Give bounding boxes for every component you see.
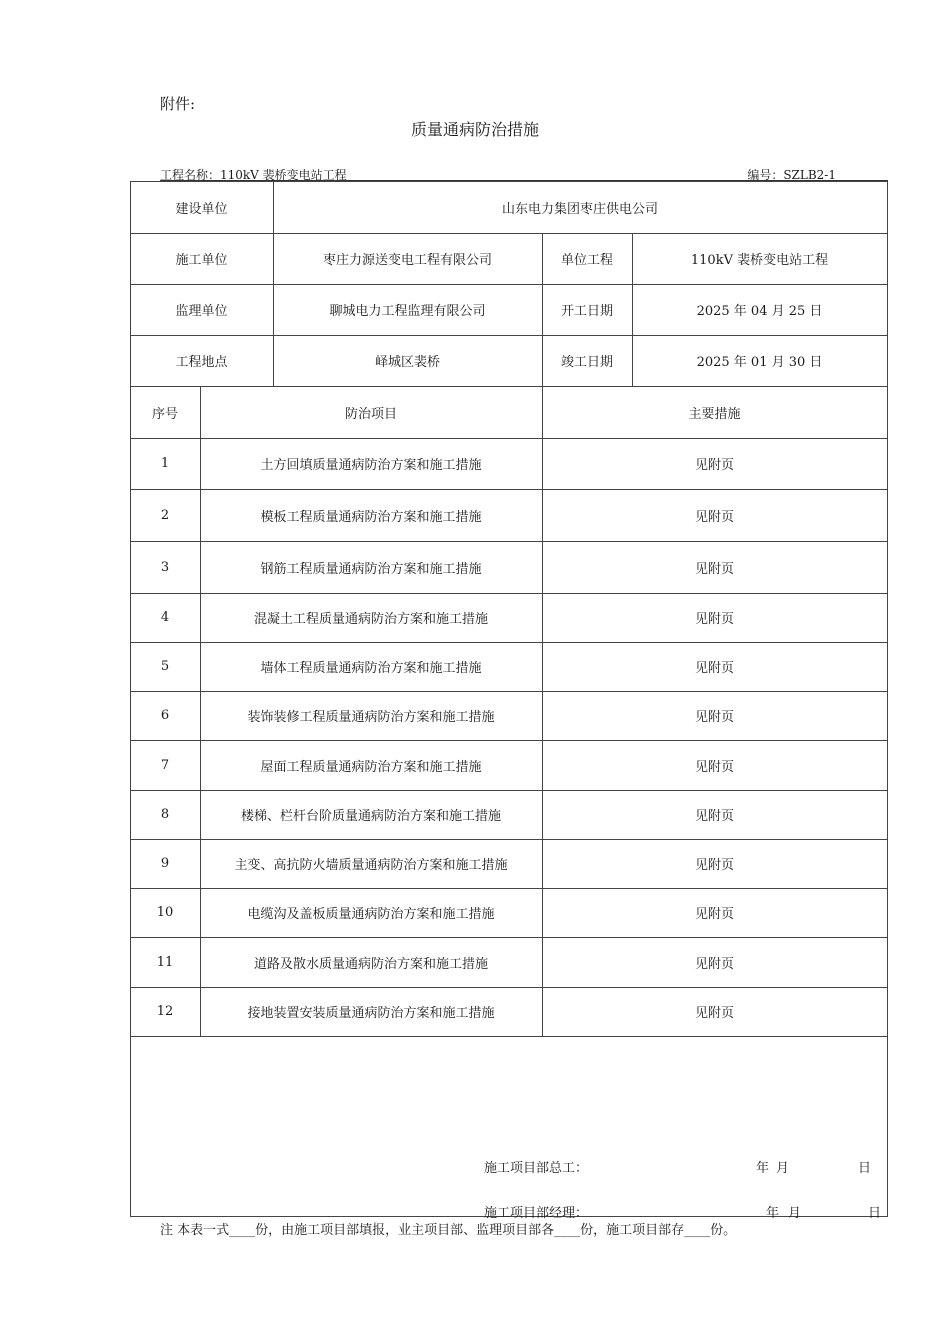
row-item: 混凝土工程质量通病防治方案和施工措施 — [253, 612, 488, 627]
row-item: 电缆沟及盖板质量通病防治方案和施工措施 — [247, 907, 495, 922]
start-date-label: 开工日期 — [560, 304, 613, 319]
row-item: 主变、高抗防火墙质量通病防治方案和施工措施 — [234, 858, 508, 873]
row-measure: 见附页 — [694, 661, 734, 676]
table-rule — [130, 1036, 888, 1037]
finish-date-value: 2025 年 01 月 30 日 — [696, 355, 823, 370]
manager-label: 施工项目部经理： — [484, 1206, 589, 1221]
row-number: 4 — [160, 610, 170, 625]
row-measure: 见附页 — [694, 956, 734, 972]
finish-date-label: 竣工日期 — [560, 355, 613, 370]
signature-year: 年 — [766, 1206, 780, 1221]
construction-unit-label: 建设单位 — [175, 201, 228, 217]
chief-engineer-label: 施工项目部总工： — [484, 1161, 589, 1176]
supervisor-value: 聊城电力工程监理有限公司 — [329, 304, 486, 319]
row-number: 3 — [160, 559, 170, 575]
supervisor-label: 监理单位 — [175, 304, 228, 319]
unit-project-value: 110kV 裴桥变电站工程 — [690, 253, 829, 268]
page-title: 质量通病防治措施 — [410, 120, 539, 139]
column-header-item: 防治项目 — [344, 406, 397, 422]
row-measure: 见附页 — [694, 858, 734, 873]
row-number: 2 — [160, 507, 170, 523]
builder-label: 施工单位 — [175, 253, 228, 268]
row-item: 钢筋工程质量通病防治方案和施工措施 — [260, 561, 482, 577]
row-item: 装饰装修工程质量通病防治方案和施工措施 — [247, 710, 495, 725]
column-header-measure: 主要措施 — [688, 406, 741, 422]
row-item: 墙体工程质量通病防治方案和施工措施 — [260, 661, 482, 676]
row-item: 接地装置安装质量通病防治方案和施工措施 — [247, 1006, 495, 1021]
document-code: 编号：SZLB2-1 — [747, 168, 836, 182]
signature-month: 月 — [788, 1206, 802, 1221]
row-number: 1 — [160, 456, 170, 471]
row-item: 模板工程质量通病防治方案和施工措施 — [260, 509, 482, 525]
row-number: 6 — [160, 708, 170, 723]
row-measure: 见附页 — [694, 612, 734, 627]
row-measure: 见附页 — [694, 458, 734, 473]
row-number: 8 — [160, 807, 170, 822]
row-measure: 见附页 — [694, 561, 734, 577]
construction-unit-value: 山东电力集团枣庄供电公司 — [501, 201, 658, 217]
builder-value: 枣庄力源送变电工程有限公司 — [322, 253, 492, 268]
row-measure: 见附页 — [694, 710, 734, 725]
row-measure: 见附页 — [694, 809, 734, 824]
row-number: 12 — [156, 1004, 174, 1019]
location-value: 峄城区裴桥 — [374, 355, 440, 370]
row-number: 9 — [160, 856, 170, 871]
unit-project-label: 单位工程 — [560, 253, 613, 268]
row-number: 7 — [160, 757, 170, 773]
row-number: 10 — [156, 905, 174, 920]
row-item: 楼梯、栏杆台阶质量通病防治方案和施工措施 — [240, 809, 501, 824]
row-measure: 见附页 — [694, 907, 734, 922]
column-header-no: 序号 — [151, 406, 178, 422]
project-name: 工程名称：110kV 裴桥变电站工程 — [160, 168, 347, 182]
footnote: 注 本表一式____份，由施工项目部填报，业主项目部、监理项目部各____份，施工项目部存____份。 — [160, 1223, 737, 1238]
location-label: 工程地点 — [175, 355, 228, 370]
table-border-right — [887, 181, 888, 1216]
signature-day: 日 — [868, 1206, 882, 1221]
row-number: 5 — [160, 659, 170, 674]
row-item: 道路及散水质量通病防治方案和施工措施 — [253, 956, 488, 972]
row-measure: 见附页 — [694, 759, 734, 775]
row-item: 土方回填质量通病防治方案和施工措施 — [260, 458, 482, 473]
signature-day: 日 — [858, 1161, 872, 1176]
row-measure: 见附页 — [694, 509, 734, 525]
signature-month: 月 — [776, 1161, 790, 1176]
row-item: 屋面工程质量通病防治方案和施工措施 — [260, 759, 482, 775]
attachment-label: 附件: — [160, 95, 196, 113]
row-number: 11 — [156, 954, 174, 970]
row-measure: 见附页 — [694, 1006, 734, 1021]
start-date-value: 2025 年 04 月 25 日 — [696, 304, 823, 319]
signature-year: 年 — [756, 1161, 770, 1176]
